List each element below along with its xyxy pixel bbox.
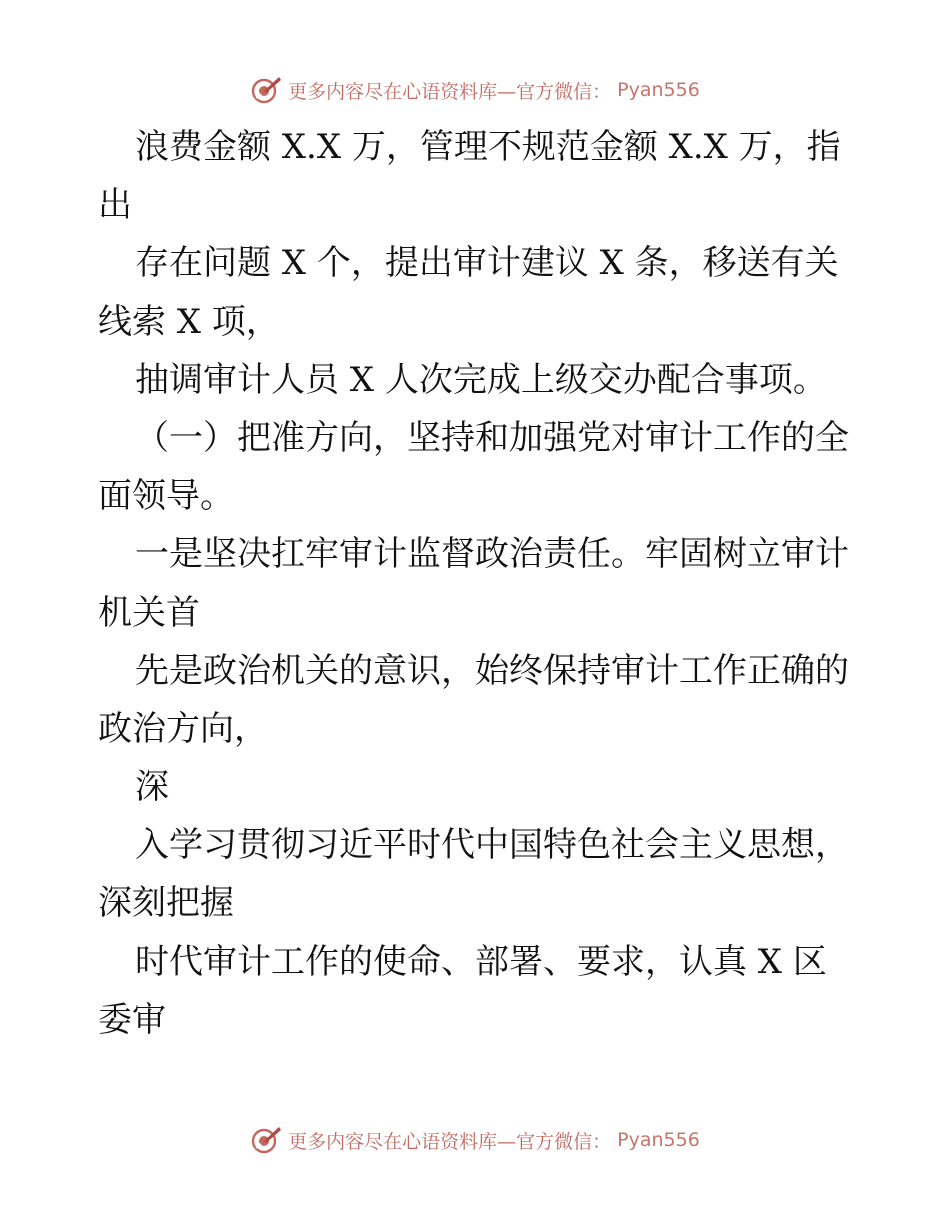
text-line: 抽调审计人员 X 人次完成上级交办配合事项。	[135, 359, 827, 400]
watermark-account: Pyan556	[617, 1129, 700, 1151]
watermark-account: Pyan556	[617, 79, 700, 101]
text-line: 一是坚决扛牢审计监督政治责任。牢固树立审计	[135, 534, 849, 575]
text-line: 存在问题 X 个，提出审计建议 X 条，移送有关	[135, 243, 839, 284]
text-line: 深刻把握	[98, 883, 234, 924]
watermark-text: 更多内容尽在心语资料库—官方微信：	[288, 1130, 612, 1153]
text-line: 入学习贯彻习近平时代中国特色社会主义思想，	[135, 825, 849, 866]
watermark-footer	[0, 1120, 950, 1160]
text-line: 政治方向，	[98, 708, 268, 749]
paragraph	[98, 351, 858, 409]
pen-logo-icon	[250, 1124, 282, 1156]
text-line: 机关首	[98, 592, 200, 633]
watermark-header	[0, 70, 950, 110]
paragraph	[98, 758, 858, 816]
text-line: （一）把准方向，坚持和加强党对审计工作的全	[135, 417, 849, 458]
text-line: 浪费金额 X.X 万，管理不规范金额 X.X 万，指	[135, 127, 841, 167]
paragraph	[98, 118, 858, 234]
paragraph	[98, 642, 858, 758]
text-line: 先是政治机关的意识，始终保持审计工作正确的	[135, 650, 849, 691]
text-line: 时代审计工作的使命、部署、要求，认真 X 区	[135, 941, 827, 982]
paragraph	[98, 234, 858, 350]
paragraph	[98, 525, 858, 641]
text-line: 出	[98, 185, 132, 226]
text-line: 委审	[98, 999, 166, 1040]
text-line: 深	[135, 767, 169, 808]
text-line: 面领导。	[98, 476, 234, 517]
watermark-text: 更多内容尽在心语资料库—官方微信：	[288, 80, 612, 103]
paragraph	[98, 816, 858, 932]
paragraph	[98, 933, 858, 1049]
document-body	[98, 118, 858, 1049]
paragraph	[98, 409, 858, 525]
pen-logo-icon	[250, 74, 282, 106]
text-line: 线索 X 项，	[98, 301, 280, 342]
